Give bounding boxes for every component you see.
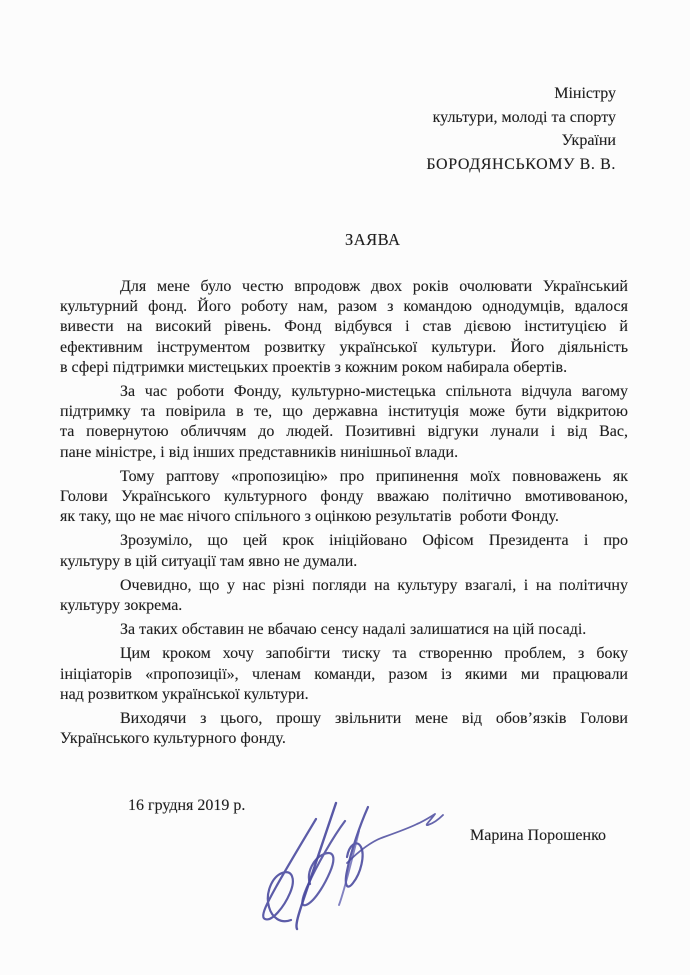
text-line: За таких обставин не вбачаю сенсу надалі залишатися на цій посаді. <box>120 621 587 639</box>
date-text: 16 грудня 2019 р. <box>128 797 246 814</box>
text-line: Для мене було честю впродовж двох років очолювати Український <box>120 278 628 295</box>
signature-stroke <box>263 819 316 921</box>
text-line: підтримку та повірила в те, що державна інституція може бути відкритою <box>60 403 628 421</box>
letter-body <box>60 277 628 753</box>
addressee-line: Міністру <box>554 85 616 102</box>
text-line: Цим кроком хочу запобігти тиску та створенню проблем, з боку <box>120 645 628 663</box>
paragraph <box>60 620 628 640</box>
handwritten-signature-icon <box>250 795 450 935</box>
signature-stroke <box>302 821 345 905</box>
paragraph <box>60 382 628 463</box>
paragraph <box>60 277 628 378</box>
text-line: За час роботи Фонду, культурно-мистецька спільнота відчула вагому <box>120 383 628 401</box>
text-line: Очевидно, що у нас різні погляди на культуру взагалі, і на політичну <box>120 576 628 594</box>
text-line: Зрозуміло, що цей крок ініційовано Офісом Президента і про <box>120 532 628 550</box>
text-line: та повернутою обличчям до людей. Позитивні відгуки лунали і від Вас, <box>60 423 628 441</box>
addressee-line: України <box>561 132 616 149</box>
text-line: Виходячи з цього, прошу звільнити мене від обов’язків Голови <box>120 710 628 728</box>
text-line: над розвитком української культури. <box>60 685 309 703</box>
text-line: Голови Українського культурного фонду вважаю політично вмотивованою, <box>60 488 628 506</box>
text-line: культуру зокрема. <box>60 597 183 615</box>
addressee-block <box>426 82 616 176</box>
text-line: культуру в цій ситуації там явно не думали. <box>60 552 358 570</box>
signer-name: Марина Порошенко <box>470 827 607 844</box>
text-line: пане міністре, і від інших представників нинішньої влади. <box>60 443 459 461</box>
paragraph <box>60 644 628 705</box>
text-line: Тому раптову «пропозицію» про припинення моїх повноважень як <box>120 467 628 485</box>
text-line: як таку, що не має нічого спільного з оцінкою результатів роботи Фонду. <box>60 508 559 526</box>
addressee-line: культури, молоді та спорту <box>432 108 616 126</box>
text-line: культурний фонд. Його роботу нам, разом з командою однодумців, вдалося <box>60 298 628 316</box>
text-line: Українського культурного фонду. <box>60 730 286 748</box>
paragraph <box>60 576 628 616</box>
paragraph <box>60 531 628 571</box>
addressee-line: БОРОДЯНСЬКОМУ В. В. <box>426 155 616 173</box>
text-line: вивести на високий рівень. Фонд відбувся і став дієвою інституцією й <box>60 318 628 336</box>
paragraph <box>60 709 628 749</box>
paragraph <box>60 467 628 528</box>
document-title: ЗАЯВА <box>345 230 401 249</box>
signature-stroke <box>339 831 359 905</box>
text-line: ефективним інструментом розвитку української культури. Його діяльність <box>60 338 628 356</box>
text-line: ініціаторів «пропозиції», членам команди, разом із якими ми працювали <box>60 665 628 683</box>
text-line: в сфері підтримки мистецьких проектів з кожним роком набирала обертів. <box>60 358 568 376</box>
